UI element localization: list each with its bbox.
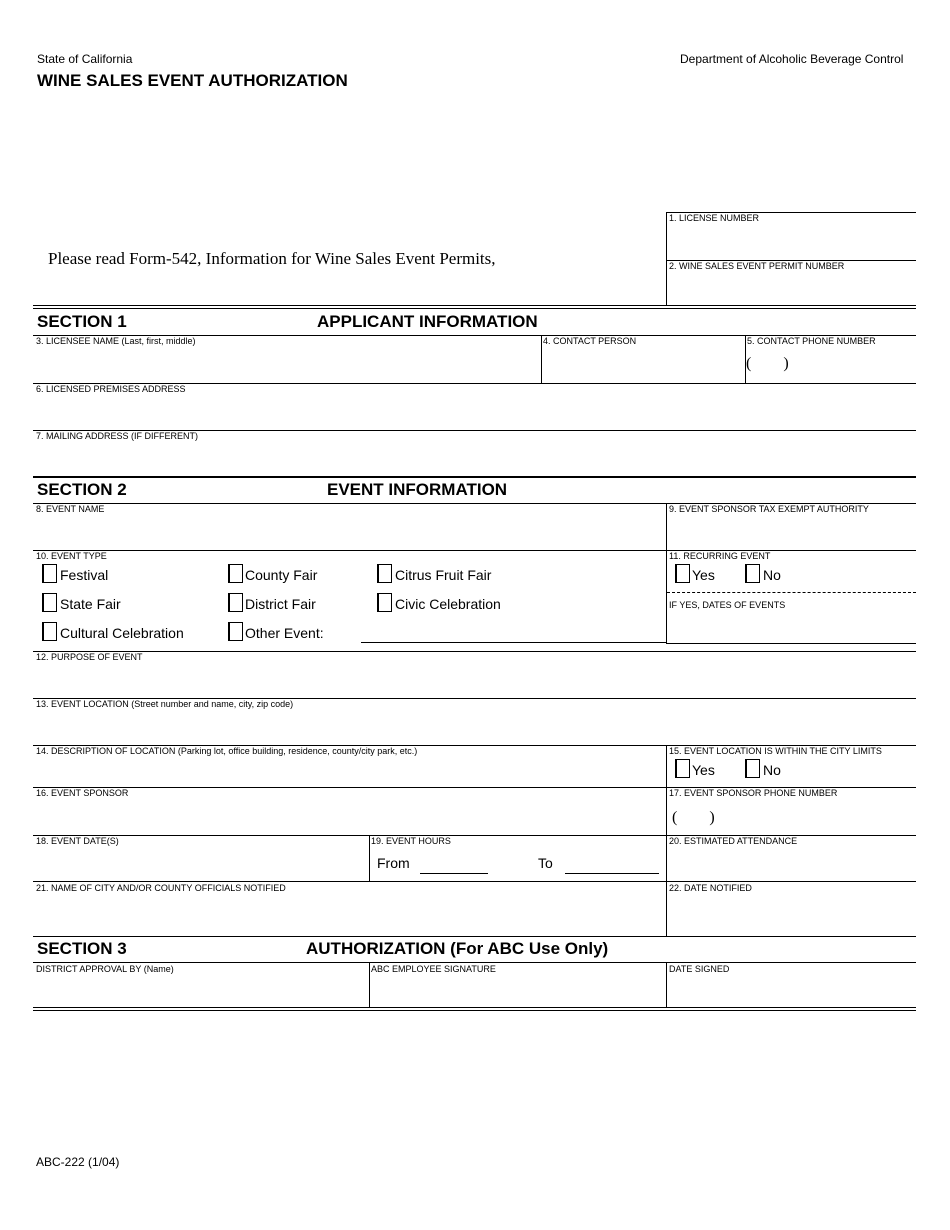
city-limits-label: 15. EVENT LOCATION IS WITHIN THE CITY LIMITS (669, 746, 882, 756)
premises-address-field[interactable] (34, 395, 916, 430)
county-fair-label: County Fair (245, 567, 318, 583)
hours-to-label: To (538, 855, 553, 871)
contact-phone-field[interactable] (746, 347, 916, 382)
state-fair-label: State Fair (60, 596, 121, 612)
cultural-celebration-label: Cultural Celebration (60, 625, 184, 641)
citrus-fruit-fair-checkbox[interactable] (377, 564, 392, 583)
phone-area-code-parens: ( ) (746, 355, 789, 372)
premises-address-label: 6. LICENSED PREMISES ADDRESS (36, 384, 186, 394)
purpose-label: 12. PURPOSE OF EVENT (36, 652, 143, 662)
district-fair-label: District Fair (245, 596, 316, 612)
estimated-attendance-label: 20. ESTIMATED ATTENDANCE (669, 836, 798, 846)
district-fair-checkbox[interactable] (228, 593, 243, 612)
county-fair-checkbox[interactable] (228, 564, 243, 583)
tax-exempt-authority-label: 9. EVENT SPONSOR TAX EXEMPT AUTHORITY (669, 504, 869, 514)
divider (33, 550, 916, 551)
section2-label: SECTION 2 (37, 480, 127, 499)
section2-title: EVENT INFORMATION (327, 480, 508, 499)
employee-signature-label: ABC EMPLOYEE SIGNATURE (371, 964, 496, 974)
section1-title: APPLICANT INFORMATION (317, 312, 538, 331)
dashed-divider (667, 592, 916, 593)
hours-from-field[interactable] (420, 853, 488, 872)
location-description-label: 14. DESCRIPTION OF LOCATION (Parking lot, office building, residence, county/city park, etc.) (36, 746, 418, 756)
dates-of-events-label: IF YES, DATES OF EVENTS (669, 600, 786, 610)
employee-signature-field[interactable] (370, 975, 665, 1006)
divider (369, 835, 370, 881)
contact-person-label: 4. CONTACT PERSON (543, 336, 637, 346)
city-limits-yes-label: Yes (692, 762, 715, 778)
city-limits-no-checkbox[interactable] (745, 759, 760, 778)
civic-celebration-checkbox[interactable] (377, 593, 392, 612)
divider (33, 962, 916, 963)
sponsor-area-code-parens: ( ) (672, 809, 715, 826)
form-title: WINE SALES EVENT AUTHORIZATION (37, 71, 348, 90)
event-location-label: 13. EVENT LOCATION (Street number and name, city, zip code) (36, 699, 294, 709)
section-divider (33, 1007, 916, 1011)
licensee-name-field[interactable] (34, 347, 540, 382)
event-type-label: 10. EVENT TYPE (36, 551, 107, 561)
other-event-checkbox[interactable] (228, 622, 243, 641)
hours-from-underline (420, 873, 488, 874)
section-divider (33, 476, 916, 478)
contact-phone-label: 5. CONTACT PHONE NUMBER (747, 336, 876, 346)
festival-label: Festival (60, 567, 109, 583)
section3-title: AUTHORIZATION (For ABC Use Only) (306, 939, 609, 958)
festival-checkbox[interactable] (42, 564, 57, 583)
purpose-field[interactable] (34, 663, 916, 697)
hours-from-label: From (377, 855, 410, 871)
permit-number-field[interactable] (667, 272, 916, 304)
other-event-label: Other Event: (245, 625, 324, 641)
date-notified-field[interactable] (667, 894, 916, 935)
location-description-field[interactable] (34, 757, 665, 786)
form-id: ABC-222 (1/04) (36, 1155, 120, 1169)
hours-to-field[interactable] (565, 853, 659, 872)
event-sponsor-field[interactable] (34, 799, 665, 834)
section3-label: SECTION 3 (37, 939, 127, 958)
event-dates-label: 18. EVENT DATE(S) (36, 836, 119, 846)
district-approval-field[interactable] (34, 975, 368, 1006)
sponsor-phone-field[interactable] (667, 799, 916, 834)
recurring-yes-label: Yes (692, 567, 715, 583)
recurring-event-label: 11. RECURRING EVENT (669, 551, 771, 561)
city-limits-no-label: No (763, 762, 781, 778)
citrus-fruit-fair-label: Citrus Fruit Fair (395, 567, 492, 583)
department-label: Department of Alcoholic Beverage Control (680, 52, 904, 66)
divider (33, 881, 916, 882)
sponsor-phone-label: 17. EVENT SPONSOR PHONE NUMBER (669, 788, 838, 798)
licensee-name-label: 3. LICENSEE NAME (Last, first, middle) (36, 336, 196, 346)
tax-exempt-authority-field[interactable] (667, 515, 916, 550)
estimated-attendance-field[interactable] (667, 847, 916, 880)
divider (666, 643, 916, 644)
permit-number-label: 2. WINE SALES EVENT PERMIT NUMBER (669, 261, 845, 271)
state-fair-checkbox[interactable] (42, 593, 57, 612)
other-event-field[interactable] (361, 622, 665, 641)
recurring-no-checkbox[interactable] (745, 564, 760, 583)
recurring-no-label: No (763, 567, 781, 583)
civic-celebration-label: Civic Celebration (395, 596, 501, 612)
mailing-address-label: 7. MAILING ADDRESS (IF DIFFERENT) (36, 431, 199, 441)
contact-person-field[interactable] (542, 347, 744, 382)
event-dates-field[interactable] (34, 847, 368, 880)
section-divider (33, 936, 916, 937)
dates-of-events-field[interactable] (667, 611, 916, 642)
date-signed-label: DATE SIGNED (669, 964, 730, 974)
hours-to-underline (565, 873, 659, 874)
city-limits-yes-checkbox[interactable] (675, 759, 690, 778)
district-approval-label: DISTRICT APPROVAL BY (Name) (36, 964, 174, 974)
notice-text: Please read Form-542, Information for Wine Sales Event Permits, (48, 249, 496, 268)
license-number-label: 1. LICENSE NUMBER (669, 213, 760, 223)
divider (33, 651, 916, 652)
section1-label: SECTION 1 (37, 312, 127, 331)
section-divider (33, 305, 916, 309)
cultural-celebration-checkbox[interactable] (42, 622, 57, 641)
officials-notified-field[interactable] (34, 894, 665, 935)
event-name-field[interactable] (34, 515, 665, 550)
date-notified-label: 22. DATE NOTIFIED (669, 883, 752, 893)
date-signed-field[interactable] (667, 975, 916, 1006)
other-event-underline (361, 642, 666, 643)
event-sponsor-label: 16. EVENT SPONSOR (36, 788, 129, 798)
officials-notified-label: 21. NAME OF CITY AND/OR COUNTY OFFICIALS NOTIFIED (36, 883, 286, 893)
event-location-field[interactable] (34, 710, 916, 744)
license-number-field[interactable] (667, 224, 916, 259)
mailing-address-field[interactable] (34, 442, 916, 475)
recurring-yes-checkbox[interactable] (675, 564, 690, 583)
event-name-label: 8. EVENT NAME (36, 504, 105, 514)
state-label: State of California (37, 52, 133, 66)
event-hours-label: 19. EVENT HOURS (371, 836, 451, 846)
